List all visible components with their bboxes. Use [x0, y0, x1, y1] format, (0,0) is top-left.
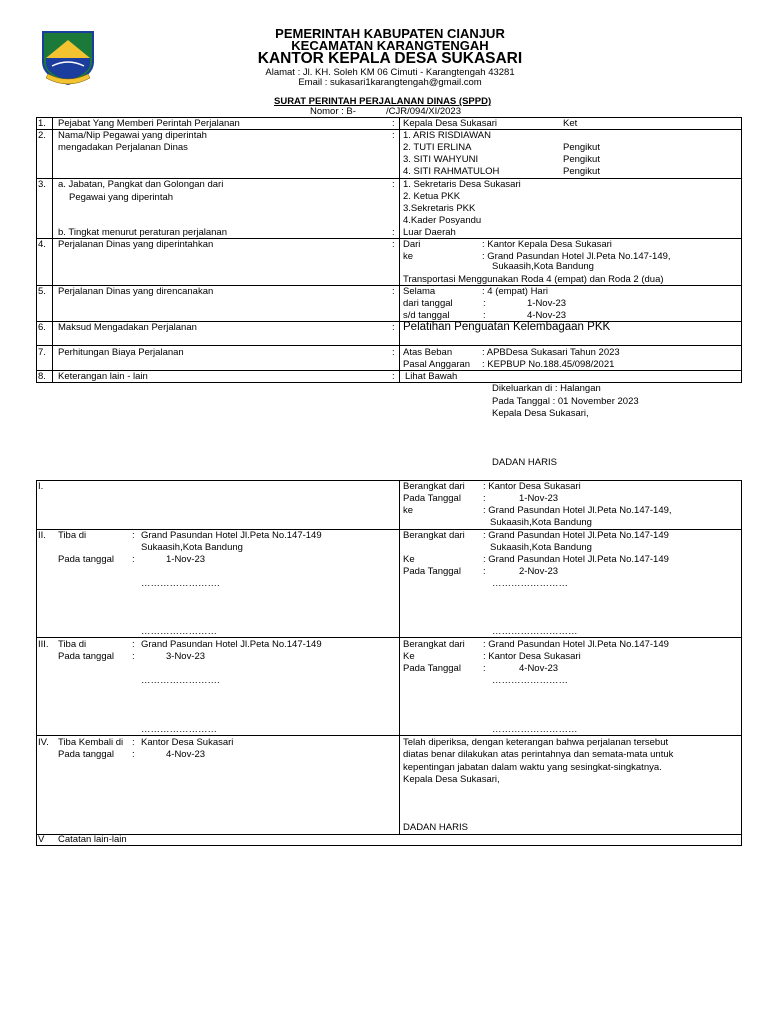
sec-III-tgl2-colon: :: [483, 663, 486, 674]
header-address: Alamat : Jl. KH. Soleh KM 06 Cimuti - Karangtengah 43281: [265, 67, 515, 78]
row5-num: 5.: [38, 286, 46, 297]
sec-III-tgl-value: 3-Nov-23: [166, 651, 206, 662]
row2-ket-3: Pengikut: [563, 154, 600, 165]
sec-I-ke-value2: Sukaasih,Kota Bandung: [490, 517, 592, 528]
header-email: Email : sukasari1karangtengah@gmail.com: [298, 77, 482, 88]
row6-label: Maksud Mengadakan Perjalanan: [58, 322, 197, 333]
sec-II-dots2: ……………………: [141, 626, 217, 637]
row5-sd-colon: :: [483, 310, 486, 321]
sec-II-num: II.: [38, 530, 46, 541]
issued-title: Kepala Desa Sukasari,: [492, 408, 589, 419]
row4-ke-value1: : Grand Pasundan Hotel Jl.Peta No.147-149,: [482, 251, 671, 262]
sec-III-berangkat-value: : Grand Pasundan Hotel Jl.Peta No.147-149: [483, 639, 669, 650]
header-line3: KANTOR KEPALA DESA SUKASARI: [257, 50, 523, 67]
row3-num: 3.: [38, 179, 46, 190]
sec-I-ke-value1: : Grand Pasundan Hotel Jl.Peta No.147-149,: [483, 505, 672, 516]
sec-I-tgl-label: Pada Tanggal: [403, 493, 461, 504]
document-title: SURAT PERINTAH PERJALANAN DINAS (SPPD): [274, 96, 492, 107]
row2-name-1: 1. ARIS RISDIAWAN: [403, 130, 491, 141]
header-line1: PEMERINTAH KABUPATEN CIANJUR: [275, 26, 505, 41]
row1-ket: Ket: [563, 118, 578, 129]
row2-name-2: 2. TUTI ERLINA: [403, 142, 472, 153]
row8-num: 8.: [38, 371, 46, 382]
row4-label: Perjalanan Dinas yang diperintahkan: [58, 239, 214, 250]
sec-II-tiba-colon: :: [132, 530, 135, 541]
sec-III-rdots2: ………………………: [492, 724, 578, 735]
sec-II-tgl-value: 1-Nov-23: [166, 554, 206, 565]
row7-pasal-label: Pasal Anggaran: [403, 359, 471, 370]
sec-III-rdots1: ……………………: [492, 675, 568, 686]
sec-IV-note1: Telah diperiksa, dengan keterangan bahwa perjalanan tersebut: [403, 737, 669, 748]
row2-name-3: 3. SITI WAHYUNI: [403, 154, 479, 165]
sec-IV-tgl-colon: :: [132, 749, 135, 760]
sec-II-tgl-label: Pada tanggal: [58, 554, 114, 565]
row5-sd-label: s/d tanggal: [403, 310, 450, 321]
row2-label1: Nama/Nip Pegawai yang diperintah: [58, 130, 207, 141]
row5-sd-value: 4-Nov-23: [527, 310, 567, 321]
sec-III-dots2: ……………………: [141, 724, 217, 735]
sec-IV-note2: diatas benar dilakukan atas perintahnya dan semata-mata untuk: [403, 749, 674, 760]
row3-value-5: Luar Daerah: [403, 227, 456, 238]
nomor-value: /CJR/094/XI/2023: [386, 106, 461, 117]
kabupaten-cianjur-logo: [38, 28, 98, 88]
row7-pasal-value: : KEPBUP No.188.45/098/2021: [482, 359, 615, 370]
row3-label1: a. Jabatan, Pangkat dan Golongan dari: [58, 179, 224, 190]
sec-III-tgl2-label: Pada Tanggal: [403, 663, 461, 674]
sec-II-ke-value: : Grand Pasundan Hotel Jl.Peta No.147-149: [483, 554, 669, 565]
sec-III-tgl-colon: :: [132, 651, 135, 662]
row4-dari-value: : Kantor Kepala Desa Sukasari: [482, 239, 612, 250]
sec-II-berangkat-label: Berangkat dari: [403, 530, 465, 541]
sec-IV-note4: Kepala Desa Sukasari,: [403, 774, 500, 785]
row2-num: 2.: [38, 130, 46, 141]
sec-IV-tiba-label: Tiba Kembali di: [58, 737, 124, 748]
sec-I-ke-label: ke: [403, 505, 414, 516]
row5-selama-label: Selama: [403, 286, 436, 297]
sec-IV-tgl-label: Pada tanggal: [58, 749, 114, 760]
sec-III-berangkat-label: Berangkat dari: [403, 639, 465, 650]
row1-num: 1.: [38, 118, 46, 129]
sec-IV-note3: kepentingan jabatan dalam waktu yang sesingkat-singkatnya.: [403, 762, 662, 773]
row7-atas-label: Atas Beban: [403, 347, 453, 358]
row2-colon: :: [392, 130, 395, 141]
sec-II-tgl-colon: :: [132, 554, 135, 565]
row3-label2: Pegawai yang diperintah: [69, 192, 174, 203]
issued-place: Dikeluarkan di : Halangan: [492, 383, 601, 394]
row2-label2: mengadakan Perjalanan Dinas: [58, 142, 188, 153]
issued-date: Pada Tanggal : 01 November 2023: [492, 396, 639, 407]
row3-label3: b. Tingkat menurut peraturan perjalanan: [58, 227, 227, 238]
row1-value: Kepala Desa Sukasari: [403, 118, 497, 129]
sec-II-berangkat-value2: Sukaasih,Kota Bandung: [490, 542, 592, 553]
row2-ket-2: Pengikut: [563, 142, 600, 153]
sec-II-dots1: …………………….: [141, 578, 220, 589]
sec-II-rdots2: ………………………: [492, 626, 578, 637]
row2-ket-4: Pengikut: [563, 166, 600, 177]
sec-I-tgl-value: 1-Nov-23: [519, 493, 559, 504]
sec-IV-tiba-colon: :: [132, 737, 135, 748]
sec-IV-tgl-value: 4-Nov-23: [166, 749, 206, 760]
sec-III-ke-label: Ke: [403, 651, 415, 662]
sec-II-tgl2-colon: :: [483, 566, 486, 577]
row1-label: Pejabat Yang Memberi Perintah Perjalanan: [58, 118, 240, 129]
header-line2: KECAMATAN KARANGTENGAH: [291, 38, 489, 53]
sec-III-num: III.: [38, 639, 49, 650]
sec-IV-num: IV.: [38, 737, 49, 748]
row3-colon-b: :: [392, 227, 395, 238]
sec-II-tiba-value2: Sukaasih,Kota Bandung: [141, 542, 243, 553]
row4-num: 4.: [38, 239, 46, 250]
row6-value: Pelatihan Penguatan Kelembagaan PKK: [403, 321, 611, 333]
row8-colon: :: [392, 371, 395, 382]
row4-transport: Transportasi Menggunakan Roda 4 (empat) dan Roda 2 (dua): [403, 274, 664, 285]
sec-V-label: Catatan lain-lain: [58, 834, 127, 845]
sec-III-ke-value: : Kantor Desa Sukasari: [483, 651, 581, 662]
row4-ke-label: ke: [403, 251, 414, 262]
sec-II-rdots1: ……………………: [492, 578, 568, 589]
sec-III-tiba-colon: :: [132, 639, 135, 650]
sec-I-num: I.: [38, 481, 44, 492]
sec-II-tiba-value1: Grand Pasundan Hotel Jl.Peta No.147-149: [141, 530, 322, 541]
row7-atas-value: : APBDesa Sukasari Tahun 2023: [482, 347, 620, 358]
sec-III-tiba-label: Tiba di: [58, 639, 87, 650]
sec-III-tiba-value: Grand Pasundan Hotel Jl.Peta No.147-149: [141, 639, 322, 650]
sec-IV-signer: DADAN HARIS: [403, 822, 468, 833]
row5-dari-colon: :: [483, 298, 486, 309]
sec-I-berangkat-value: : Kantor Desa Sukasari: [483, 481, 581, 492]
sec-I-berangkat-label: Berangkat dari: [403, 481, 465, 492]
row4-ke-value2: Sukaasih,Kota Bandung: [492, 261, 594, 272]
row5-dari-value: 1-Nov-23: [527, 298, 567, 309]
issued-signer: DADAN HARIS: [492, 457, 557, 468]
row3-value-2: 2. Ketua PKK: [403, 191, 461, 202]
row7-label: Perhitungan Biaya Perjalanan: [58, 347, 184, 358]
row4-dari-label: Dari: [403, 239, 421, 250]
row5-dari-label: dari tanggal: [403, 298, 453, 309]
row3-value-4: 4.Kader Posyandu: [403, 215, 482, 226]
sec-II-ke-label: Ke: [403, 554, 415, 565]
row4-colon: :: [392, 239, 395, 250]
sec-V-num: V: [38, 834, 45, 845]
row5-selama-value: : 4 (empat) Hari: [482, 286, 548, 297]
sec-II-berangkat-value1: : Grand Pasundan Hotel Jl.Peta No.147-149: [483, 530, 669, 541]
sec-III-tgl-label: Pada tanggal: [58, 651, 114, 662]
row2-name-4: 4. SITI RAHMATULOH: [403, 166, 500, 177]
row3-value-1: 1. Sekretaris Desa Sukasari: [403, 179, 521, 190]
row1-colon: :: [392, 118, 395, 129]
sec-II-tgl2-label: Pada Tanggal: [403, 566, 461, 577]
row7-num: 7.: [38, 347, 46, 358]
nomor-label: Nomor : B-: [310, 106, 356, 117]
row6-num: 6.: [38, 322, 46, 333]
sec-III-tgl2-value: 4-Nov-23: [519, 663, 559, 674]
row5-colon: :: [392, 286, 395, 297]
row3-colon: :: [392, 179, 395, 190]
row6-colon: :: [392, 322, 395, 333]
row5-label: Perjalanan Dinas yang direncanakan: [58, 286, 214, 297]
row7-colon: :: [392, 347, 395, 358]
sec-II-tgl2-value: 2-Nov-23: [519, 566, 559, 577]
sec-III-dots1: …………………….: [141, 675, 220, 686]
sec-II-tiba-label: Tiba di: [58, 530, 87, 541]
row3-value-3: 3.Sekretaris PKK: [403, 203, 476, 214]
row8-label: Keterangan lain - lain: [58, 371, 148, 382]
sec-IV-tiba-value: Kantor Desa Sukasari: [141, 737, 234, 748]
row8-value: Lihat Bawah: [405, 371, 458, 382]
sec-I-tgl-colon: :: [483, 493, 486, 504]
